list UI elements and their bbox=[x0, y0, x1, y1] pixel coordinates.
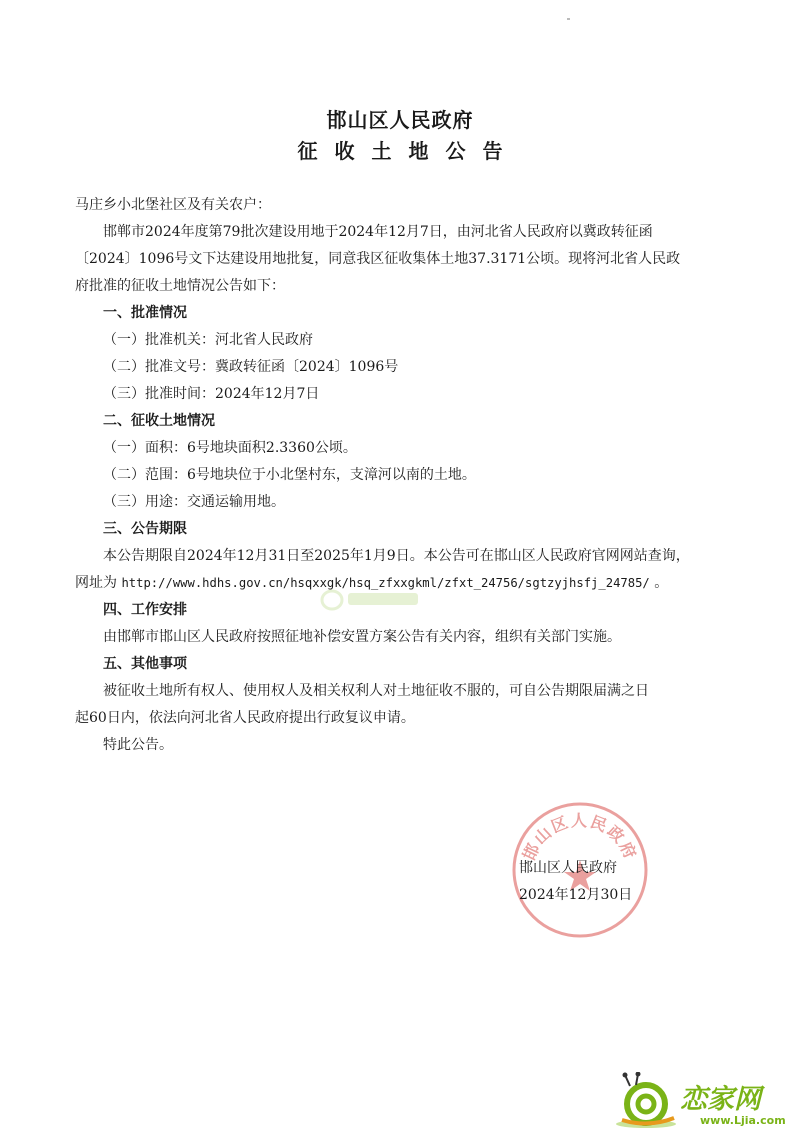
scan-speck bbox=[567, 18, 570, 20]
section-2-item-2: （二）范围：6号地块位于小北堡村东，支漳河以南的土地。 bbox=[103, 467, 476, 483]
closing-line: 特此公告。 bbox=[103, 737, 173, 753]
section-4-heading: 四、工作安排 bbox=[103, 602, 187, 618]
section-5-line-1: 被征收土地所有权人、使用权人及相关权利人对土地征收不服的，可自公告期限届满之日 bbox=[103, 683, 649, 699]
section-3-heading: 三、公告期限 bbox=[103, 521, 187, 537]
intro-line-1: 邯郸市2024年度第79批次建设用地于2024年12月7日，由河北省人民政府以冀政转征函 bbox=[103, 224, 653, 240]
logo-text: 恋家网 bbox=[680, 1084, 761, 1115]
document-title: 邯山区人民政府 bbox=[326, 108, 474, 132]
section-1-item-1: （一）批准机关：河北省人民政府 bbox=[103, 332, 313, 348]
seal-text: 邯山区人民政府 bbox=[519, 811, 641, 864]
section-2-heading: 二、征收土地情况 bbox=[103, 413, 215, 429]
faint-watermark bbox=[318, 585, 428, 615]
signature-date: 2024年12月30日 bbox=[519, 887, 633, 903]
recipient-line: 马庄乡小北堡社区及有关农户： bbox=[75, 197, 271, 213]
section-1-heading: 一、批准情况 bbox=[103, 305, 187, 321]
snail-logo-icon bbox=[608, 1072, 798, 1130]
section-4-line-1: 由邯郸市邯山区人民政府按照征地补偿安置方案公告有关内容，组织有关部门实施。 bbox=[103, 629, 621, 645]
document-subtitle: 征收土地公告 bbox=[297, 139, 520, 163]
intro-line-3: 府批准的征收土地情况公告如下： bbox=[75, 278, 285, 294]
section-2-item-3: （三）用途：交通运输用地。 bbox=[103, 494, 285, 510]
site-logo[interactable] bbox=[608, 1072, 798, 1130]
website-url[interactable]: http://www.hdhs.gov.cn/hsqxxgk/hsq_zfxxgkml/zfxt_24756/sgtzyjhsfj_24785/ bbox=[121, 576, 650, 590]
section-5-line-2: 起60日内，依法向河北省人民政府提出行政复议申请。 bbox=[75, 710, 415, 726]
url-suffix: 。 bbox=[649, 575, 669, 591]
section-3-line-1: 本公告期限自2024年12月31日至2025年1月9日。本公告可在邯山区人民政府官网网站查询， bbox=[103, 548, 690, 564]
section-1-item-3: （三）批准时间：2024年12月7日 bbox=[103, 386, 320, 402]
logo-url: www.Ljia.com bbox=[700, 1114, 786, 1127]
url-prefix: 网址为 bbox=[75, 575, 122, 591]
intro-line-2: 〔2024〕1096号文下达建设用地批复，同意我区征收集体土地37.3171公顷。现将河北省人民政 bbox=[75, 251, 681, 267]
section-2-item-1: （一）面积：6号地块面积2.3360公顷。 bbox=[103, 440, 357, 456]
signature-org: 邯山区人民政府 bbox=[519, 860, 617, 876]
section-1-item-2: （二）批准文号：冀政转征函〔2024〕1096号 bbox=[103, 359, 399, 375]
section-5-heading: 五、其他事项 bbox=[103, 656, 187, 672]
